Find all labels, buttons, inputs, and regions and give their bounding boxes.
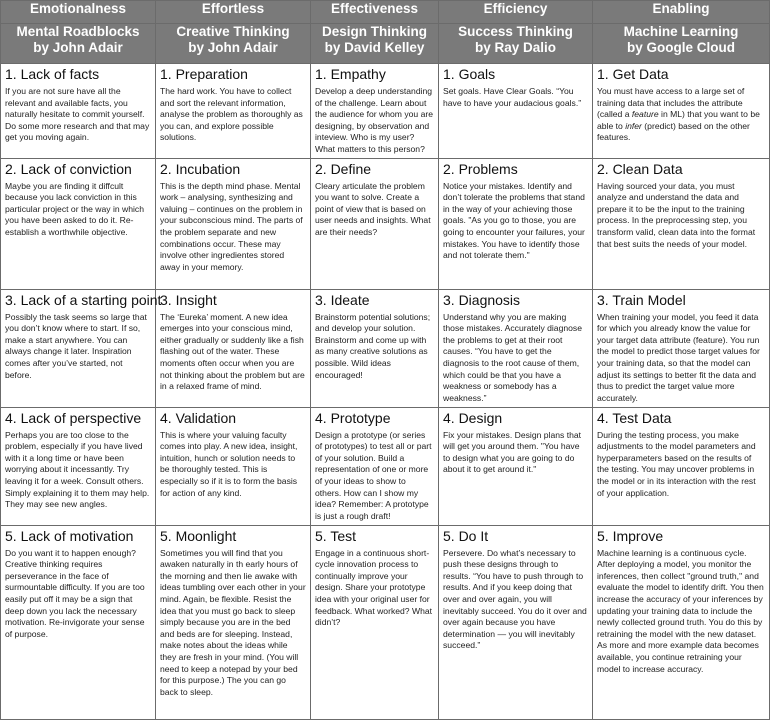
table-cell <box>1 64 156 159</box>
table-cell <box>1 289 162 407</box>
step-card <box>439 159 592 264</box>
table-cell <box>439 525 593 719</box>
step-card <box>439 408 592 478</box>
step-card <box>1 159 155 241</box>
framework-author: by John Adair <box>188 40 278 55</box>
table-cell <box>593 525 770 719</box>
step-description: Do you want it to happen enough? Creative thinking requires perseverance in the face of surmountable difficulty. If you are too easily put off it may be a sign that deep down you lack the necessary motivation. Re-invigorate your sense of purpose. <box>5 547 145 639</box>
framework-author: by David Kelley <box>324 40 425 55</box>
step-description: The ‘Eureka’ moment. A new idea emerges into your conscious mind, either gradually or suddenly like a fish flashing out of the water. These moments often occur when you are not thinking about the problem but are in a relaxed frame of mind. <box>160 311 305 392</box>
category-header: Emotionalness <box>1 1 156 24</box>
table-cell <box>593 289 770 407</box>
table-row <box>1 525 770 719</box>
framework-header-row <box>1 24 770 64</box>
step-title: 3. Insight <box>160 291 217 308</box>
table-cell <box>1 525 156 719</box>
step-title: 5. Do It <box>443 527 489 544</box>
framework-name: Mental Roadblocks <box>16 24 140 39</box>
step-title: 4. Design <box>443 409 503 426</box>
table-cell <box>311 525 439 719</box>
step-title: 2. Problems <box>443 160 518 177</box>
step-description: Notice your mistakes. Identify and don’t tolerate the problems that stand in the way of your achieving those goals. "As you go to those, you are going to encounter your failures, your mistakes. You have to identify those and not tolerate them." <box>443 180 585 261</box>
step-title: 2. Define <box>315 160 372 177</box>
step-title: 4. Test Data <box>597 409 672 426</box>
table-cell <box>156 407 311 525</box>
step-description: Understand why you are making those mistakes. Accurately diagnose the problems to get at their root causes. “You have to get the diagnosis to the root cause of them, which could be that you have a weakness or somebody has a weakness.” <box>443 311 583 403</box>
framework-header <box>439 24 593 64</box>
step-card <box>156 526 310 701</box>
table-row <box>1 407 770 525</box>
framework-name: Creative Thinking <box>176 24 290 39</box>
table-cell <box>156 289 311 407</box>
step-title: 2. Incubation <box>160 160 241 177</box>
framework-header <box>311 24 439 64</box>
step-title: 4. Lack of perspective <box>5 409 142 426</box>
table-cell <box>439 407 593 525</box>
step-title: 4. Prototype <box>315 409 391 426</box>
table-cell <box>311 64 439 159</box>
step-title: 3. Diagnosis <box>443 291 521 308</box>
framework-author: by Ray Dalio <box>474 40 557 55</box>
step-description: Machine learning is a continuous cycle. After deploying a model, you monitor the inferences, then collect "ground truth," and evaluate the model to identify drift. You then increase the accuracy of your inferences by updating your training data to include the newly collected ground truth. You do this by retraining the model with the new dataset. As more and more example data becomes available, you continue retraining your model to increase accuracy. <box>597 547 764 674</box>
step-description: You must have access to a large set of training data that includes the attribute (called a feature in ML) that you want to be able to infer (predict) based on the other features. <box>597 86 760 143</box>
step-description: During the testing process, you make adjustments to the model parameters and hyperparameters based on the results of the testing. You may uncover problems in the model or in its interaction with the rest of your application. <box>597 429 756 498</box>
framework-name: Success Thinking <box>458 24 573 39</box>
step-card <box>1 290 162 384</box>
category-header: Enabling <box>593 1 770 24</box>
step-title: 1. Goals <box>443 66 496 82</box>
table-cell <box>311 407 439 525</box>
step-card <box>593 64 769 146</box>
table-cell <box>439 289 593 407</box>
framework-author: by John Adair <box>33 40 123 55</box>
step-card <box>311 159 438 241</box>
step-title: 1. Get Data <box>597 66 669 82</box>
step-description: The hard work. You have to collect and sort the relevant information, analyse the problem as thoroughly as you can, and explore possible solutions. <box>160 86 303 143</box>
step-title: 5. Moonlight <box>160 527 237 544</box>
step-card <box>311 526 438 631</box>
step-description: Perhaps you are too close to the problem, especially if you have lived with it a long time or have been worrying about it incessantly. Try leaving it for a week. Consult others. Simply explaining it to them may help. They may see new angles. <box>5 429 150 510</box>
category-header: Effectiveness <box>311 1 439 24</box>
step-title: 5. Lack of motivation <box>5 527 134 544</box>
table-cell <box>593 407 770 525</box>
framework-author: by Google Cloud <box>627 40 735 55</box>
step-title: 3. Lack of a starting point <box>5 291 162 308</box>
step-description: Maybe you are finding it diffcult because you lack conviction in this particular project or the way in which you have been asked to do it. Re-establish a worthwhile objective. <box>5 180 144 237</box>
step-description: Persevere. Do what’s necessary to push these designs through to results. “You have to push through to results. And if you keep doing that over and over again, you will inevitably succeed. You do it over and over again because you have determination — you will inevitably succeed.” <box>443 547 587 651</box>
table-cell <box>311 158 439 289</box>
table-cell <box>156 525 311 719</box>
step-card <box>1 526 155 643</box>
table-cell <box>1 407 156 525</box>
step-card <box>439 290 592 407</box>
framework-header <box>593 24 770 64</box>
step-description: Fix your mistakes. Design plans that will get you around them. "You have to design what you are going to do about it to get around it." <box>443 429 582 475</box>
step-title: 5. Improve <box>597 527 664 544</box>
step-description: Design a prototype (or series of prototypes) to test all or part of your solution. Build a representation of one or more of your ideas to show to others. How can I show my idea? Remember: A prototype is just a rough draft! <box>315 429 432 521</box>
table-cell <box>1 158 156 289</box>
step-description: Brainstorm potential solutions; and develop your solution. Brainstorm and come up with as many creative solutions as possible. Wild ideas encouraged! <box>315 311 431 380</box>
step-title: 1. Preparation <box>160 66 248 82</box>
table-body <box>1 64 770 720</box>
framework-name: Design Thinking <box>321 24 427 39</box>
step-title: 5. Test <box>315 527 356 544</box>
table-cell <box>156 158 311 289</box>
step-card <box>156 159 310 276</box>
table-cell <box>439 158 593 289</box>
step-description: Set goals. Have Clear Goals. “You have to have your audacious goals.” <box>443 86 582 108</box>
step-card <box>593 408 769 502</box>
step-card <box>156 290 310 395</box>
step-title: 2. Lack of conviction <box>5 160 132 177</box>
table-row <box>1 158 770 289</box>
step-title: 2. Clean Data <box>597 160 683 177</box>
table-row <box>1 289 770 407</box>
framework-header <box>156 24 311 64</box>
step-title: 3. Ideate <box>315 291 370 308</box>
table-cell <box>593 158 770 289</box>
category-header: Effortless <box>156 1 311 24</box>
step-card <box>593 290 769 407</box>
step-card <box>593 526 769 678</box>
step-description: Possibly the task seems so large that you don’t know where to start. If so, make a start anywhere. You can always change it later. Inspiration comes after you’ve started, not before. <box>5 311 147 380</box>
table-cell <box>311 289 439 407</box>
step-description: Cleary articulate the problem you want to solve. Create a point of view that is based on user needs and insights. What are their needs? <box>315 180 431 237</box>
step-description: When training your model, you feed it data for which you already know the value for your target data attribute (feature). You run the model to predict those target values for your training data, so that the model can adjust its settings to better fit the data and thus to predict the target value more accurately. <box>597 311 760 403</box>
step-card <box>593 159 769 253</box>
table-cell <box>439 64 593 159</box>
step-card <box>439 526 592 654</box>
step-description: Engage in a continuous short-cycle innovation process to continually improve your design. Share your prototype idea with your original user for feedback. What worked? What didn’t? <box>315 547 433 628</box>
table-cell <box>593 64 770 159</box>
step-card <box>156 64 310 146</box>
step-title: 3. Train Model <box>597 291 686 308</box>
step-description: Having sourced your data, you must analyze and understand the data and prepare it to be the input to the training process. In the preprocessing step, you transform valid, clean data into the format that best suits the needs of your model. <box>597 180 756 249</box>
category-header-row <box>1 1 770 24</box>
category-header: Efficiency <box>439 1 593 24</box>
step-title: 4. Validation <box>160 409 237 426</box>
framework-header <box>1 24 156 64</box>
step-description: This is where your valuing faculty comes into play. A new idea, insight, intuition, hunch or solution needs to be thoroughly tested. This is especially so if it is to form the basis for action of any kind. <box>160 429 298 498</box>
table-row <box>1 64 770 159</box>
step-card <box>439 64 592 111</box>
step-title: 1. Empathy <box>315 66 386 82</box>
step-title: 1. Lack of facts <box>5 66 100 82</box>
step-card <box>156 408 310 502</box>
framework-name: Machine Learning <box>623 24 739 39</box>
table-cell <box>156 64 311 159</box>
step-description: Sometimes you will find that you awaken naturally in th early hours of the morning and then lie awake with ideas tumbling over each other in your mind. Again, be flexible. Resist the idea that you must go back to sleep simply because you are in the bed and beds are for sleeping. Instead, make notes about the ideas while they are fresh in your mind. (You will need to keep a notepad by your bed for this purpose.) The you can go back to sleep. <box>160 547 306 697</box>
step-card <box>311 408 438 525</box>
step-description: If you are not sure have all the relevant and available facts, you naturally hesitate to commit yourself. Do some more research and that may get you moving again. <box>5 86 150 143</box>
step-description: This is the depth mind phase. Mental work – analysing, synthesizing and valuing – continues on the problem in your subconscious mind. The parts of the problem separate and new combinations occur. These may involve other ingredientes stored away in your memory. <box>160 180 303 272</box>
step-card <box>311 290 438 384</box>
step-description: Develop a deep understanding of the challenge. Learn about the audience for whom you are designing, by observation and inteview. Who is my user? What matters to this person? <box>315 86 433 154</box>
step-card <box>1 64 155 146</box>
step-card <box>1 408 155 513</box>
step-card <box>311 64 438 158</box>
